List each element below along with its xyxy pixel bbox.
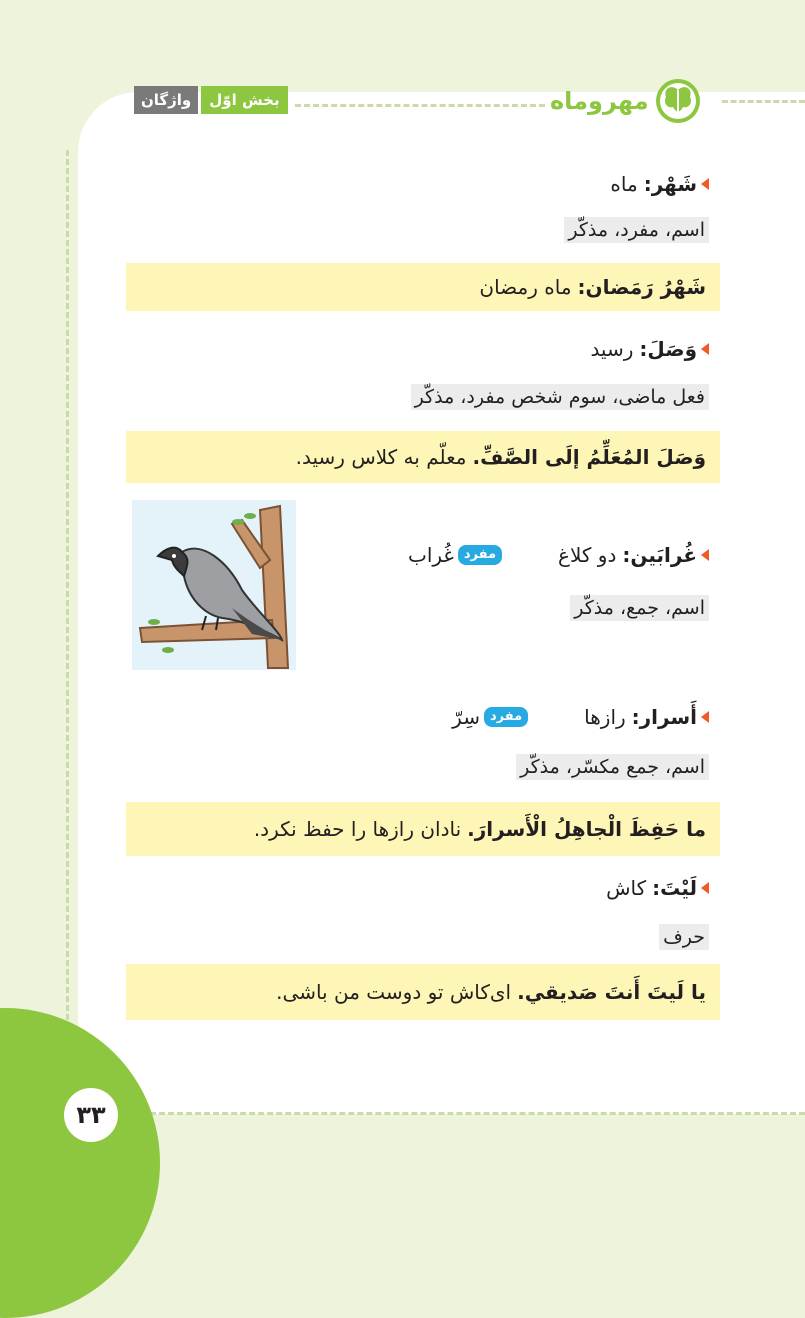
entry-word: لَيْتَ: [660, 876, 697, 900]
singular-form: سِرّ: [452, 705, 480, 729]
entry-word: وَصَلَ: [647, 337, 697, 361]
triangle-bullet-icon: [701, 882, 709, 894]
divider: [295, 104, 545, 107]
page-number: ۳۳: [64, 1088, 118, 1142]
singular-form: غُراب: [407, 543, 454, 567]
entry-grammar: فعل ماضی، سوم شخص مفرد، مذکّر: [411, 384, 709, 410]
divider: [722, 100, 805, 103]
vocab-entry: أَسرار : رازها مفرد سِرّ: [452, 705, 709, 729]
entry-word: شَهْر: [651, 172, 697, 196]
divider: [150, 1112, 805, 1115]
triangle-bullet-icon: [701, 343, 709, 355]
triangle-bullet-icon: [701, 549, 709, 561]
entry-meaning: رسید: [590, 337, 634, 361]
vocab-entry: غُرابَين : دو کلاغ مفرد غُراب: [408, 543, 709, 567]
entry-meaning: دو کلاغ: [558, 543, 617, 567]
entry-grammar: حرف: [659, 924, 709, 950]
singular-badge: مفرد: [484, 707, 528, 727]
brand-name: مهروماه: [550, 87, 649, 115]
singular-badge: مفرد: [458, 545, 502, 565]
example-sentence: [126, 263, 720, 311]
triangle-bullet-icon: [701, 178, 709, 190]
example-translation: ماه رمضان: [479, 275, 572, 299]
chapter-tags: [134, 86, 288, 114]
triangle-bullet-icon: [701, 711, 709, 723]
butterfly-icon: [655, 78, 701, 124]
entry-grammar: اسم، جمع مکسّر، مذکّر: [516, 754, 709, 780]
example-arabic: يا لَيتَ أَنتَ صَديقي.: [517, 980, 706, 1004]
entry-grammar: اسم، مفرد، مذکّر: [564, 217, 709, 243]
example-translation: معلّم به کلاس رسید.: [295, 445, 467, 469]
entry-word: أَسرار: [639, 705, 697, 729]
example-arabic: شَهْرُ رَمَضان:: [577, 275, 706, 299]
entry-meaning: ماه: [610, 172, 638, 196]
entry-grammar: اسم، جمع، مذکّر: [570, 595, 709, 621]
vocab-entry: شَهْر : ماه: [610, 172, 709, 196]
example-sentence: [126, 964, 720, 1020]
entry-word: غُرابَين: [630, 543, 697, 567]
example-arabic: وَصَلَ المُعَلِّمُ إلَی الصَّفِّ.: [472, 445, 706, 469]
section-label: بخش اوّل: [201, 86, 287, 114]
example-sentence: [126, 431, 720, 483]
vocab-entry: لَيْتَ : کاش: [606, 876, 709, 900]
crow-on-branch-illustration: [132, 500, 296, 670]
example-translation: ای‌کاش تو دوست من باشی.: [276, 980, 512, 1004]
vocab-entry: وَصَلَ : رسید: [590, 337, 709, 361]
entry-meaning: رازها: [584, 705, 626, 729]
example-translation: نادان رازها را حفظ نکرد.: [253, 817, 462, 841]
divider: [66, 150, 69, 1110]
brand-logo: [550, 78, 701, 124]
example-arabic: ما حَفِظَ الْجاهِلُ الْأَسرارَ.: [467, 817, 706, 841]
entry-meaning: کاش: [606, 876, 647, 900]
example-sentence: [126, 802, 720, 856]
chapter-label: واژگان: [134, 86, 198, 114]
